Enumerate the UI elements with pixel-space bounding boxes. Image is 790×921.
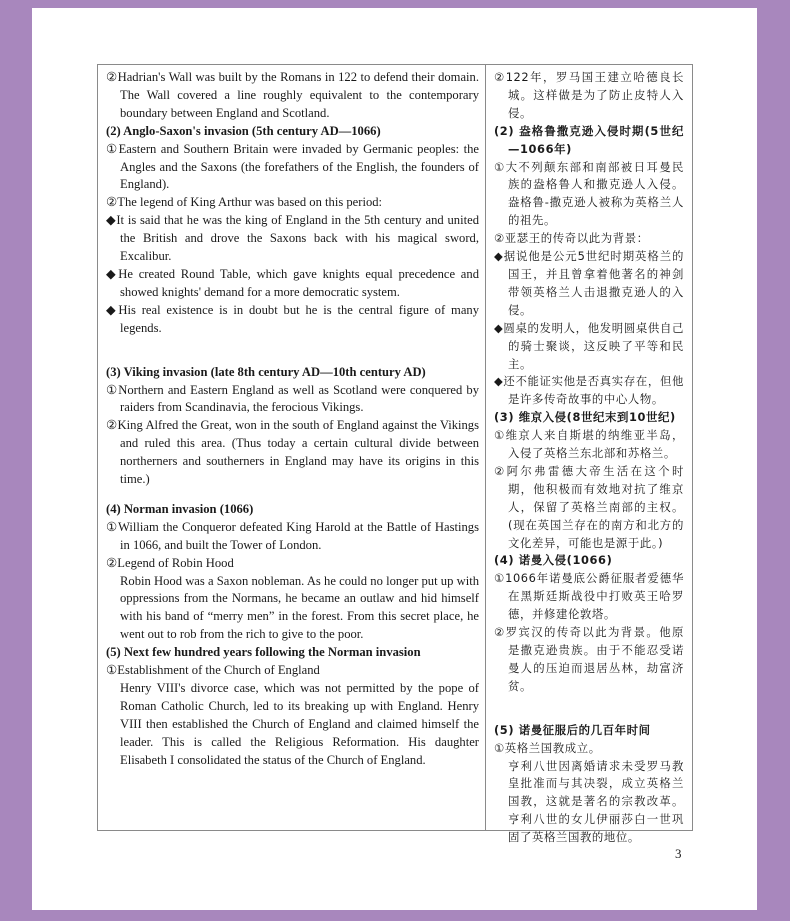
en-s4-item-1: ①William the Conqueror defeated King Harold at the Battle of Hastings in 1066, and built the Tower of London. — [106, 519, 479, 552]
en-s2-bullet-3: ◆His real existence is in doubt but he is the central figure of many legends. — [106, 302, 479, 335]
en-s4-item-2: ②Legend of Robin Hood — [106, 555, 234, 570]
bilingual-table — [97, 64, 693, 845]
english-column — [98, 65, 486, 830]
chinese-column — [486, 65, 692, 845]
zh-section-4-heading: (4) 诺曼入侵(1066) — [494, 553, 613, 568]
en-s5-church-text: Henry VIII's divorce case, which was not permitted by the pope of Roman Catholic Church, led to its breaking up with England. Henry VIII then established the Church of England and claimed himself the leader. This is called the Religious Reformation. His daughter Elisabeth I consolidated the status of the Church of England. — [120, 681, 479, 767]
document-page — [32, 8, 757, 910]
zh-s2-bullet-2: ◆圆桌的发明人，他发明圆桌供自己的骑士聚谈，这反映了平等和民主。 — [494, 320, 684, 371]
zh-s5-church-text: 亨利八世因离婚请求未受罗马教皇批准而与其决裂，成立英格兰国教，这就是著名的宗教改革。亨利八世的女儿伊丽莎白一世巩固了英格兰国教的地位。 — [508, 758, 684, 845]
zh-s2-bullet-1: ◆据说他是公元5世纪时期英格兰的国王，并且曾拿着他著名的神剑带领英格兰人击退撒克逊人的入侵。 — [494, 249, 684, 317]
en-section-2-heading: (2) Anglo-Saxon's invasion (5th century AD—1066) — [106, 123, 381, 138]
page-number: 3 — [675, 846, 682, 861]
en-s2-item-1: ①Eastern and Southern Britain were invaded by Germanic peoples: the Angles and the Saxons (the forefathers of the English, the founders of England). — [106, 141, 479, 192]
zh-s4-item-1: ①1066年诺曼底公爵征服者爱德华在黑斯廷斯战役中打败英王哈罗德，并修建伦敦塔。 — [494, 571, 684, 622]
zh-s3-item-1: ①维京人来自斯堪的纳维亚半岛，入侵了英格兰东北部和苏格兰。 — [494, 428, 684, 461]
en-s2-bullet-1: ◆It is said that he was the king of England in the 5th century and united the British and drove the Saxons back with his magical sword, Excalibur. — [106, 213, 479, 264]
en-s3-item-1: ①Northern and Eastern England as well as Scotland were conquered by raiders from Scandinavia, the ferocious Vikings. — [106, 382, 479, 415]
en-section-3-heading: (3) Viking invasion (late 8th century AD—10th century AD) — [106, 364, 426, 379]
zh-s4-item-2: ②罗宾汉的传奇以此为背景。他原是撒克逊贵族。由于不能忍受诺曼人的压迫而退居丛林，劫富济贫。 — [494, 625, 684, 693]
en-s3-item-2: ②King Alfred the Great, won in the south of England against the Vikings and ruled this area. (Thus today a certain cultural divide between northerners and southerners in England may have its origins in this time.) — [106, 418, 479, 487]
zh-s2-item-2: ②亚瑟王的传奇以此为背景： — [494, 231, 649, 246]
zh-section-5-heading: (5) 诺曼征服后的几百年时间 — [494, 722, 651, 737]
en-s2-bullet-2: ◆He created Round Table, which gave knights equal precedence and showed knights' demand for a more democratic system. — [106, 266, 479, 299]
en-hadrian-wall: ②Hadrian's Wall was built by the Romans in 122 to defend their domain. The Wall covered a line roughly equivalent to the contemporary boundary between England and Scotland. — [106, 70, 479, 120]
zh-s2-item-1: ①大不列颠东部和南部被日耳曼民族的盎格鲁人和撒克逊人入侵。盎格鲁-撒克逊人被称为英格兰人的祖先。 — [494, 159, 684, 228]
zh-hadrian-wall: ②122年，罗马国王建立哈德良长城。这样做是为了防止皮特人入侵。 — [494, 70, 684, 120]
zh-s3-item-2: ②阿尔弗雷德大帝生活在这个时期，他积极而有效地对抗了维京人，保留了英格兰南部的主权。(现在英国兰存在的南方和北方的文化差异，可能也是源于此。) — [494, 463, 684, 550]
en-section-4-heading: (4) Norman invasion (1066) — [106, 501, 254, 516]
en-s2-item-2: ②The legend of King Arthur was based on this period: — [106, 195, 383, 210]
zh-s5-item-1: ①英格兰国教成立。 — [494, 740, 601, 755]
zh-s2-bullet-3: ◆还不能证实他是否真实存在，但他是许多传奇故事的中心人物。 — [494, 374, 684, 407]
zh-section-3-heading: (3) 维京入侵(8世纪末到10世纪) — [494, 410, 676, 425]
en-section-5-heading: (5) Next few hundred years following the Norman invasion — [106, 645, 421, 660]
en-s5-item-1: ①Establishment of the Church of England — [106, 663, 320, 678]
zh-section-2-heading: (2) 盎格鲁撒克逊入侵时期(5世纪—1066年) — [494, 123, 684, 156]
en-s4-robin-hood-text: Robin Hood was a Saxon nobleman. As he could no longer put up with oppressions from the Normans, he became an outlaw and hid himself with his band of “merry men” in the forest. From this secret place, he went out to rob from the rich to give to the poor. — [120, 573, 479, 642]
